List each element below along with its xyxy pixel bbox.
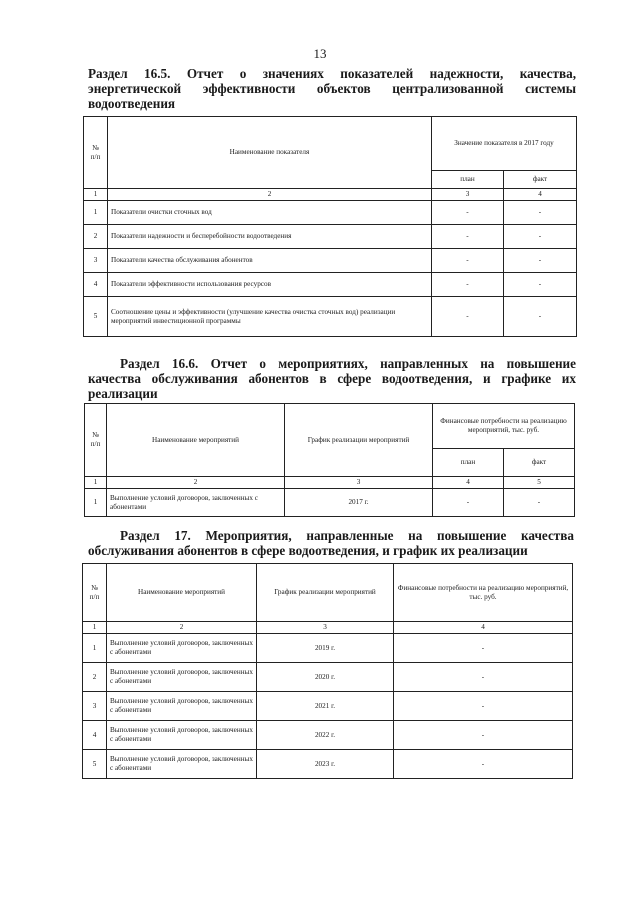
col-header-schedule: График реализации мероприятий bbox=[257, 564, 394, 622]
index-cell: 4 bbox=[504, 189, 577, 201]
col-header-num: № п/п bbox=[83, 564, 107, 622]
index-cell: 3 bbox=[257, 622, 394, 634]
index-cell: 1 bbox=[83, 622, 107, 634]
heading-line: энергетической эффективности объектов централизованной системы bbox=[88, 81, 576, 96]
row-fact: - bbox=[504, 489, 575, 517]
row-num: 1 bbox=[84, 201, 108, 225]
col-header-plan: план bbox=[433, 449, 504, 477]
table-row bbox=[85, 489, 575, 517]
table-16-6 bbox=[84, 403, 575, 517]
row-plan: - bbox=[432, 297, 504, 337]
row-name: Показатели эффективности использования ресурсов bbox=[108, 273, 432, 297]
index-cell: 1 bbox=[84, 189, 108, 201]
col-header-name: Наименование показателя bbox=[108, 117, 432, 189]
table-row bbox=[83, 634, 573, 663]
row-name: Выполнение условий договоров, заключенных с абонентами bbox=[107, 750, 257, 779]
row-plan: - bbox=[432, 201, 504, 225]
row-fin: - bbox=[394, 721, 573, 750]
row-num: 4 bbox=[83, 721, 107, 750]
row-fact: - bbox=[504, 249, 577, 273]
heading-line: реализации bbox=[88, 386, 158, 401]
row-fact: - bbox=[504, 297, 577, 337]
row-name: Показатели надежности и бесперебойности водоотведения bbox=[108, 225, 432, 249]
row-num: 3 bbox=[84, 249, 108, 273]
table-16-5 bbox=[83, 116, 577, 337]
row-plan: - bbox=[433, 489, 504, 517]
section-17-heading bbox=[88, 528, 574, 558]
col-header-fin: Финансовые потребности на реализацию мероприятий, тыс. руб. bbox=[394, 564, 573, 622]
row-name: Выполнение условий договоров, заключенных с абонентами bbox=[107, 489, 285, 517]
row-name: Показатели качества обслуживания абонентов bbox=[108, 249, 432, 273]
col-header-num: № п/п bbox=[85, 404, 107, 477]
row-num: 2 bbox=[83, 663, 107, 692]
index-cell: 2 bbox=[108, 189, 432, 201]
col-header-name: Наименование мероприятий bbox=[107, 404, 285, 477]
index-cell: 3 bbox=[285, 477, 433, 489]
table-row bbox=[83, 721, 573, 750]
index-cell: 2 bbox=[107, 477, 285, 489]
col-header-num: № п/п bbox=[84, 117, 108, 189]
row-fin: - bbox=[394, 663, 573, 692]
page-number: 13 bbox=[313, 46, 327, 61]
row-num: 1 bbox=[83, 634, 107, 663]
row-name: Выполнение условий договоров, заключенных с абонентами bbox=[107, 692, 257, 721]
col-header-fact: факт bbox=[504, 171, 577, 189]
table-row bbox=[84, 249, 577, 273]
row-num: 5 bbox=[83, 750, 107, 779]
table-row bbox=[83, 663, 573, 692]
index-cell: 2 bbox=[107, 622, 257, 634]
row-num: 4 bbox=[84, 273, 108, 297]
row-num: 3 bbox=[83, 692, 107, 721]
heading-line: Раздел 16.6. Отчет о мероприятиях, направленных на повышение bbox=[120, 356, 576, 371]
row-num: 5 bbox=[84, 297, 108, 337]
row-name: Соотношение цены и эффективности (улучшение качества очистка сточных вод) реализации мероприятий инвестиционной программы bbox=[108, 297, 432, 337]
row-plan: - bbox=[432, 249, 504, 273]
heading-line: обслуживания абонентов в сфере водоотведения, и график их реализации bbox=[88, 543, 528, 558]
row-schedule: 2021 г. bbox=[257, 692, 394, 721]
index-cell: 3 bbox=[432, 189, 504, 201]
section-16-6-heading bbox=[88, 356, 576, 401]
table-row bbox=[84, 225, 577, 249]
index-cell: 4 bbox=[394, 622, 573, 634]
row-plan: - bbox=[432, 225, 504, 249]
row-schedule: 2020 г. bbox=[257, 663, 394, 692]
row-fin: - bbox=[394, 692, 573, 721]
heading-line: качества обслуживания абонентов в сфере водоотведения, и графике их bbox=[88, 371, 576, 386]
col-header-plan: план bbox=[432, 171, 504, 189]
col-header-fin: Финансовые потребности на реализацию мероприятий, тыс. руб. bbox=[433, 404, 575, 449]
index-cell: 1 bbox=[85, 477, 107, 489]
row-name: Выполнение условий договоров, заключенных с абонентами bbox=[107, 634, 257, 663]
col-header-value: Значение показателя в 2017 году bbox=[432, 117, 577, 171]
row-fact: - bbox=[504, 201, 577, 225]
index-cell: 5 bbox=[504, 477, 575, 489]
row-schedule: 2019 г. bbox=[257, 634, 394, 663]
row-schedule: 2023 г. bbox=[257, 750, 394, 779]
col-header-schedule: График реализации мероприятий bbox=[285, 404, 433, 477]
row-name: Показатели очистки сточных вод bbox=[108, 201, 432, 225]
table-row bbox=[84, 273, 577, 297]
row-fact: - bbox=[504, 225, 577, 249]
heading-line: водоотведения bbox=[88, 96, 176, 111]
row-fin: - bbox=[394, 750, 573, 779]
table-row bbox=[84, 297, 577, 337]
row-fact: - bbox=[504, 273, 577, 297]
col-header-fact: факт bbox=[504, 449, 575, 477]
row-name: Выполнение условий договоров, заключенных с абонентами bbox=[107, 663, 257, 692]
col-header-name: Наименование мероприятий bbox=[107, 564, 257, 622]
row-num: 1 bbox=[85, 489, 107, 517]
row-name: Выполнение условий договоров, заключенных с абонентами bbox=[107, 721, 257, 750]
row-schedule: 2022 г. bbox=[257, 721, 394, 750]
heading-line: Раздел 17. Мероприятия, направленные на повышение качества bbox=[120, 528, 574, 543]
table-row bbox=[83, 692, 573, 721]
row-fin: - bbox=[394, 634, 573, 663]
row-schedule: 2017 г. bbox=[285, 489, 433, 517]
heading-line: Раздел 16.5. Отчет о значениях показателей надежности, качества, bbox=[88, 66, 576, 81]
row-plan: - bbox=[432, 273, 504, 297]
row-num: 2 bbox=[84, 225, 108, 249]
table-17 bbox=[82, 563, 573, 779]
section-16-5-heading bbox=[88, 66, 576, 111]
table-row bbox=[84, 201, 577, 225]
index-cell: 4 bbox=[433, 477, 504, 489]
table-row bbox=[83, 750, 573, 779]
